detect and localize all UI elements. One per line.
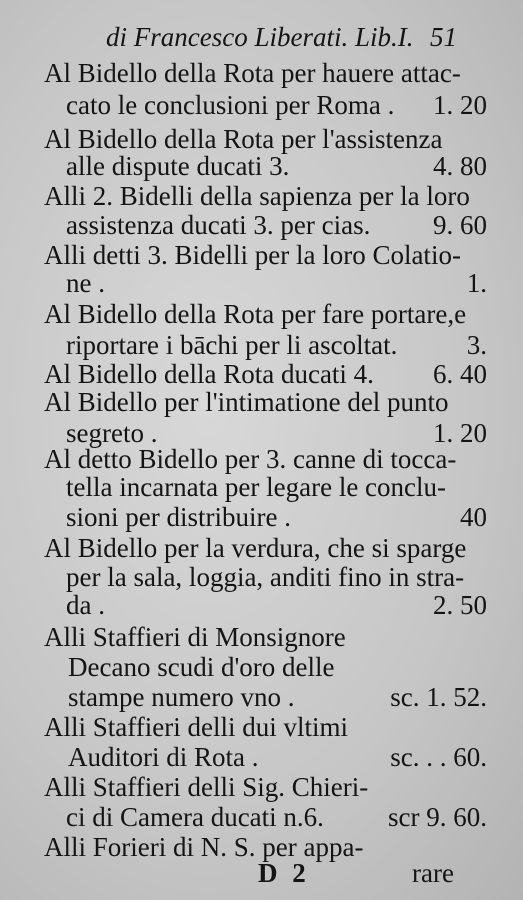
line-text: Al Bidello per la verdura, che si sparge bbox=[44, 533, 467, 563]
line-text: sioni per distribuire . bbox=[66, 502, 291, 532]
line-amount: 6. 40 bbox=[433, 359, 487, 389]
running-title: di Francesco Liberati. Lib.I. bbox=[106, 22, 414, 52]
text-line bbox=[0, 149, 523, 183]
page-footer bbox=[0, 856, 523, 890]
line-text: Alli detti 3. Bidelli per la loro Colatio- bbox=[44, 240, 461, 270]
line-text: assistenza ducati 3. per cias. bbox=[66, 210, 371, 240]
line-amount: 1. 20 bbox=[433, 90, 487, 120]
text-line bbox=[0, 620, 523, 654]
text-line bbox=[0, 770, 523, 804]
line-amount: 1. bbox=[466, 268, 487, 298]
line-text: alle dispute ducati 3. bbox=[66, 151, 290, 181]
text-line bbox=[0, 88, 523, 122]
text-line bbox=[0, 385, 523, 419]
line-text: Decano scudi d'oro delle bbox=[68, 652, 335, 682]
text-line bbox=[0, 740, 523, 774]
line-amount: 1. 20 bbox=[433, 418, 487, 448]
line-text: Al Bidello della Rota per hauere attac- bbox=[44, 58, 461, 88]
line-text: cato le conclusioni per Roma . bbox=[66, 90, 395, 120]
catchword: rare bbox=[412, 858, 454, 888]
text-line bbox=[0, 800, 523, 834]
line-amount: scr 9. 60. bbox=[388, 802, 487, 832]
text-line bbox=[0, 208, 523, 242]
line-amount: 4. 80 bbox=[433, 151, 487, 181]
line-text: riportare i bāchi per li ascoltat. bbox=[66, 330, 398, 360]
page-number: 51 bbox=[430, 22, 457, 52]
text-line bbox=[0, 710, 523, 744]
line-text: Auditori di Rota . bbox=[68, 742, 259, 772]
line-text: Al detto Bidello per 3. canne di tocca- bbox=[44, 444, 457, 474]
line-text: Alli Staffieri delli Sig. Chieri- bbox=[44, 772, 369, 802]
text-line bbox=[0, 266, 523, 300]
line-text: tella incarnata per legare le conclu- bbox=[66, 472, 447, 502]
line-text: per la sala, loggia, anditi fino in stra- bbox=[66, 562, 465, 592]
line-amount: 3. bbox=[466, 330, 487, 360]
line-text: Alli 2. Bidelli della sapienza per la loro bbox=[44, 181, 470, 211]
text-line bbox=[0, 56, 523, 90]
line-amount: 2. 50 bbox=[433, 590, 487, 620]
line-text: segreto . bbox=[66, 418, 158, 448]
text-line bbox=[0, 650, 523, 684]
line-amount: sc. . . 60. bbox=[390, 742, 487, 772]
line-text: Alli Staffieri delli dui vltimi bbox=[44, 712, 348, 742]
line-text: Al Bidello della Rota ducati 4. bbox=[44, 359, 374, 389]
text-line bbox=[0, 680, 523, 714]
line-text: Alli Staffieri di Monsignore bbox=[44, 622, 346, 652]
line-text: da . bbox=[66, 590, 105, 620]
text-line bbox=[0, 500, 523, 534]
running-header bbox=[0, 20, 523, 54]
line-amount: 40 bbox=[460, 502, 487, 532]
line-amount: 9. 60 bbox=[433, 210, 487, 240]
text-line bbox=[0, 588, 523, 622]
line-text: Al Bidello per l'intimatione del punto bbox=[44, 387, 449, 417]
line-text: stampe numero vno . bbox=[68, 682, 295, 712]
line-amount: sc. 1. 52. bbox=[390, 682, 487, 712]
text-line bbox=[0, 297, 523, 331]
signature-mark: D 2 bbox=[258, 858, 310, 888]
line-text: Al Bidello della Rota per l'assistenza bbox=[44, 124, 443, 154]
line-text: Alli Forieri di N. S. per appa- bbox=[44, 832, 364, 862]
line-text: ci di Camera ducati n.6. bbox=[66, 802, 324, 832]
text-line bbox=[0, 470, 523, 504]
line-text: ne . bbox=[66, 268, 105, 298]
line-text: Al Bidello della Rota per fare portare,e bbox=[44, 299, 467, 329]
